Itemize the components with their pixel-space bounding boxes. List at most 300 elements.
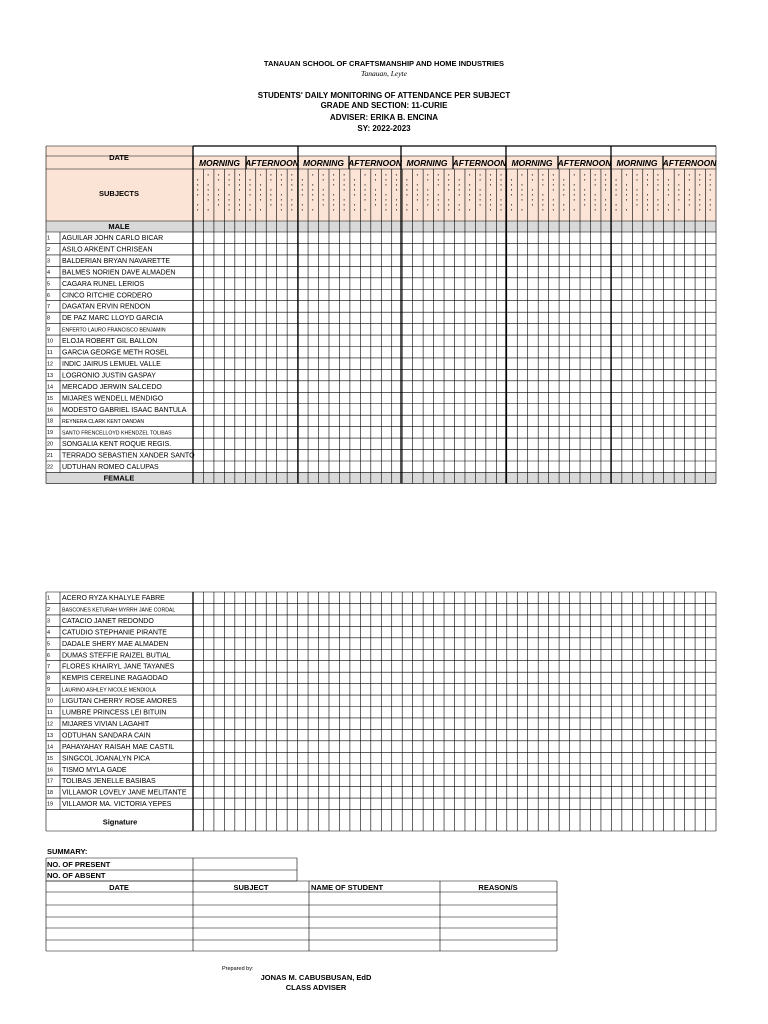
- subject-mark: [584, 189, 585, 191]
- subject-mark: [365, 194, 366, 196]
- subject-mark: [197, 194, 198, 196]
- student-name: ENFERTO LAURO FRANCISCO BENJAMIN: [62, 327, 166, 334]
- subject-mark: [354, 179, 355, 181]
- row-number: 12: [47, 361, 54, 368]
- student-name: DAGATAN ERVIN RENDON: [62, 303, 151, 311]
- subject-mark: [542, 199, 543, 201]
- subject-mark: [553, 199, 554, 201]
- row-number: 16: [47, 407, 54, 414]
- student-name: BALMES NORIEN DAVE ALMADEN: [62, 269, 176, 277]
- subject-mark: [270, 179, 271, 181]
- row-number: 12: [47, 721, 54, 728]
- subject-mark: [616, 194, 617, 196]
- subject-mark: [490, 199, 491, 201]
- student-name: FLORES KHAIRYL JANE TAYANES: [62, 663, 175, 671]
- subject-mark: [302, 209, 303, 211]
- row-number: 18: [47, 418, 54, 425]
- subject-mark: [542, 184, 543, 186]
- subject-mark: [218, 204, 219, 206]
- school-name: TANAUAN SCHOOL OF CRAFTSMANSHIP AND HOME INDUSTRIES: [263, 59, 505, 68]
- subject-mark: [438, 174, 439, 176]
- subject-mark: [229, 174, 230, 176]
- subject-mark: [657, 174, 658, 176]
- subject-mark: [218, 174, 219, 176]
- subject-mark: [532, 204, 533, 206]
- row-number: 10: [47, 338, 54, 345]
- student-name: CATUDIO STEPHANIE PIRANTE: [62, 629, 167, 637]
- subject-mark: [501, 174, 502, 176]
- subject-mark: [647, 194, 648, 196]
- subject-mark: [417, 194, 418, 196]
- row-number: 8: [47, 315, 51, 322]
- subject-mark: [480, 189, 481, 191]
- subject-mark: [668, 204, 669, 206]
- row-number: 6: [47, 652, 51, 659]
- subject-mark: [365, 184, 366, 186]
- student-name: TOLIBAS JENELLE BASIBAS: [62, 778, 156, 786]
- subject-mark: [647, 179, 648, 181]
- subject-mark: [270, 204, 271, 206]
- session-label: AFTERNOON: [348, 158, 402, 168]
- student-name: BASCONES KETURAH MYRRH JANE CORDAL: [62, 607, 176, 614]
- subject-mark: [647, 204, 648, 206]
- subject-mark: [584, 179, 585, 181]
- subject-mark: [532, 179, 533, 181]
- row-number: 21: [47, 453, 54, 460]
- subject-mark: [584, 204, 585, 206]
- row-number: 1: [47, 235, 51, 242]
- subject-mark: [438, 194, 439, 196]
- subject-mark: [218, 194, 219, 196]
- subject-mark: [365, 174, 366, 176]
- subject-mark: [281, 184, 282, 186]
- subject-mark: [647, 199, 648, 201]
- subject-mark: [490, 174, 491, 176]
- subject-mark: [344, 189, 345, 191]
- subject-mark: [270, 194, 271, 196]
- subject-mark: [511, 179, 512, 181]
- row-number: 6: [47, 292, 51, 299]
- student-name: CAGARA RUNEL LERIOS: [62, 280, 145, 288]
- student-name: CINCO RITCHIE CORDERO: [62, 292, 153, 300]
- subject-mark: [563, 189, 564, 191]
- subject-mark: [229, 184, 230, 186]
- subject-mark: [657, 204, 658, 206]
- subject-mark: [208, 209, 209, 211]
- row-number: 9: [47, 687, 51, 694]
- subject-mark: [406, 189, 407, 191]
- subject-mark: [678, 209, 679, 211]
- subject-mark: [396, 184, 397, 186]
- student-name: INDIC JAIRUS LEMUEL VALLE: [62, 360, 161, 368]
- summary-column-header: SUBJECT: [233, 883, 269, 892]
- subject-mark: [375, 194, 376, 196]
- subject-mark: [501, 204, 502, 206]
- subject-mark: [260, 194, 261, 196]
- student-name: DE PAZ MARC LLOYD GARCIA: [62, 315, 164, 323]
- row-number: 20: [47, 441, 54, 448]
- subject-mark: [699, 204, 700, 206]
- subject-mark: [260, 184, 261, 186]
- subject-mark: [584, 199, 585, 201]
- subject-mark: [501, 189, 502, 191]
- subject-mark: [574, 194, 575, 196]
- subject-mark: [396, 209, 397, 211]
- subject-mark: [333, 174, 334, 176]
- student-name: ELOJA ROBERT GIL BALLON: [62, 338, 158, 346]
- subject-mark: [281, 204, 282, 206]
- subject-mark: [312, 184, 313, 186]
- subject-mark: [657, 209, 658, 211]
- subject-mark: [668, 179, 669, 181]
- subject-mark: [270, 189, 271, 191]
- subject-mark: [511, 184, 512, 186]
- subject-mark: [501, 179, 502, 181]
- subject-mark: [657, 179, 658, 181]
- subject-mark: [438, 204, 439, 206]
- subject-mark: [333, 204, 334, 206]
- row-number: 5: [47, 281, 51, 288]
- session-label: AFTERNOON: [245, 158, 299, 168]
- subject-mark: [532, 189, 533, 191]
- subject-mark: [605, 174, 606, 176]
- row-number: 7: [47, 304, 51, 311]
- subject-mark: [678, 174, 679, 176]
- row-number: 18: [47, 790, 54, 797]
- subject-mark: [511, 194, 512, 196]
- row-number: 17: [47, 778, 54, 785]
- subject-mark: [626, 209, 627, 211]
- subject-mark: [333, 199, 334, 201]
- row-number: 16: [47, 767, 54, 774]
- subject-mark: [386, 179, 387, 181]
- subject-mark: [469, 194, 470, 196]
- row-number: 4: [47, 629, 51, 636]
- subject-mark: [197, 189, 198, 191]
- subject-mark: [302, 194, 303, 196]
- subject-mark: [553, 174, 554, 176]
- subject-mark: [208, 194, 209, 196]
- document-title: STUDENTS' DAILY MONITORING OF ATTENDANCE PER SUBJECT: [257, 91, 511, 100]
- subject-mark: [291, 209, 292, 211]
- subject-mark: [574, 184, 575, 186]
- subject-mark: [647, 174, 648, 176]
- subject-mark: [689, 199, 690, 201]
- subject-mark: [208, 199, 209, 201]
- subject-mark: [459, 194, 460, 196]
- subject-mark: [501, 209, 502, 211]
- subject-mark: [218, 199, 219, 201]
- subject-mark: [239, 199, 240, 201]
- subject-mark: [365, 199, 366, 201]
- subject-mark: [354, 194, 355, 196]
- student-name: CATACIO JANET REDONDO: [62, 617, 154, 625]
- subject-mark: [490, 209, 491, 211]
- subject-mark: [668, 184, 669, 186]
- subject-mark: [459, 204, 460, 206]
- subject-mark: [699, 209, 700, 211]
- subject-mark: [521, 184, 522, 186]
- subject-mark: [605, 184, 606, 186]
- student-name: LAURINO ASHLEY NICOLE MENDIOLA: [62, 687, 156, 694]
- subject-mark: [197, 179, 198, 181]
- subject-mark: [710, 174, 711, 176]
- subject-mark: [323, 199, 324, 201]
- row-number: 8: [47, 675, 51, 682]
- subject-mark: [469, 199, 470, 201]
- subject-mark: [480, 204, 481, 206]
- subject-mark: [574, 199, 575, 201]
- present-label: NO. OF PRESENT: [47, 860, 111, 869]
- subject-mark: [208, 184, 209, 186]
- subject-mark: [553, 209, 554, 211]
- subject-mark: [406, 204, 407, 206]
- subject-mark: [710, 184, 711, 186]
- subject-mark: [678, 194, 679, 196]
- subject-mark: [448, 174, 449, 176]
- subject-mark: [595, 184, 596, 186]
- subject-mark: [427, 204, 428, 206]
- subject-mark: [584, 174, 585, 176]
- grade-section: GRADE AND SECTION: 11-CURIE: [320, 101, 448, 110]
- row-number: 4: [47, 269, 51, 276]
- subject-mark: [229, 204, 230, 206]
- subject-mark: [459, 179, 460, 181]
- student-name: SINGCOL JOANALYN PICA: [62, 755, 150, 763]
- subject-mark: [260, 189, 261, 191]
- subject-mark: [710, 189, 711, 191]
- subject-mark: [260, 174, 261, 176]
- subject-mark: [344, 209, 345, 211]
- row-number: 5: [47, 641, 51, 648]
- subject-mark: [312, 194, 313, 196]
- subject-mark: [480, 199, 481, 201]
- subject-mark: [344, 174, 345, 176]
- subject-mark: [250, 184, 251, 186]
- student-name: UDTUHAN ROMEO CALUPAS: [62, 464, 159, 471]
- subject-mark: [386, 184, 387, 186]
- subject-mark: [459, 189, 460, 191]
- row-number: 13: [47, 732, 54, 739]
- subject-mark: [595, 199, 596, 201]
- subject-mark: [239, 179, 240, 181]
- student-name: LIGUTAN CHERRY ROSE AMORES: [62, 698, 177, 706]
- student-name: VILLAMOR LOVELY JANE MELITANTE: [62, 789, 187, 797]
- adviser: ADVISER: ERIKA B. ENCINA: [329, 113, 439, 122]
- subject-mark: [323, 189, 324, 191]
- student-name: MIJARES WENDELL MENDIGO: [62, 395, 164, 403]
- subject-mark: [563, 204, 564, 206]
- subject-mark: [302, 189, 303, 191]
- subject-mark: [438, 179, 439, 181]
- subject-mark: [333, 209, 334, 211]
- subject-mark: [312, 199, 313, 201]
- subject-mark: [291, 199, 292, 201]
- subject-mark: [616, 209, 617, 211]
- session-label: AFTERNOON: [662, 158, 717, 168]
- subject-mark: [710, 179, 711, 181]
- subject-mark: [563, 209, 564, 211]
- subject-mark: [386, 199, 387, 201]
- student-name: LOGRONIO JUSTIN GASPAY: [62, 372, 156, 380]
- student-name: GARCIA GEORGE METH ROSEL: [62, 349, 169, 357]
- subject-mark: [637, 174, 638, 176]
- subject-mark: [637, 194, 638, 196]
- absent-label: NO. OF ABSENT: [47, 871, 106, 880]
- subject-mark: [595, 209, 596, 211]
- row-number: 11: [47, 710, 53, 716]
- subject-mark: [637, 179, 638, 181]
- subject-mark: [647, 209, 648, 211]
- row-number: 9: [47, 327, 51, 334]
- session-label: MORNING: [406, 158, 448, 168]
- subject-mark: [563, 194, 564, 196]
- row-number: 22: [47, 464, 54, 471]
- subject-mark: [563, 184, 564, 186]
- subject-mark: [448, 184, 449, 186]
- subject-mark: [250, 204, 251, 206]
- subject-mark: [354, 184, 355, 186]
- student-name: MODESTO GABRIEL ISAAC BANTULA: [62, 406, 187, 414]
- subject-mark: [396, 174, 397, 176]
- subject-mark: [333, 184, 334, 186]
- subjects-label: SUBJECTS: [98, 189, 140, 198]
- subject-mark: [239, 189, 240, 191]
- subject-mark: [574, 209, 575, 211]
- subject-mark: [406, 209, 407, 211]
- subject-mark: [386, 209, 387, 211]
- subject-mark: [250, 189, 251, 191]
- subject-mark: [270, 174, 271, 176]
- student-name: SANTO FRENCELLOYD KHENDZEL TOLIBAS: [62, 430, 172, 437]
- row-number: 13: [47, 372, 54, 379]
- subject-mark: [281, 194, 282, 196]
- student-name: VILLAMOR MA. VICTORIA YEPES: [62, 801, 172, 809]
- subject-mark: [605, 209, 606, 211]
- subject-mark: [605, 179, 606, 181]
- male-label: MALE: [108, 222, 130, 231]
- subject-mark: [344, 179, 345, 181]
- subject-mark: [469, 184, 470, 186]
- subject-mark: [689, 194, 690, 196]
- subject-mark: [699, 184, 700, 186]
- subject-mark: [616, 189, 617, 191]
- subject-mark: [281, 174, 282, 176]
- subject-mark: [354, 204, 355, 206]
- student-name: AGUILAR JOHN CARLO BICAR: [62, 235, 164, 242]
- subject-mark: [375, 204, 376, 206]
- subject-mark: [637, 189, 638, 191]
- student-name: BALDERIAN BRYAN NAVARETTE: [62, 257, 171, 265]
- session-label: MORNING: [198, 158, 241, 168]
- subject-mark: [344, 199, 345, 201]
- subject-mark: [668, 209, 669, 211]
- subject-mark: [678, 189, 679, 191]
- school-year: SY: 2022-2023: [357, 124, 411, 133]
- subject-mark: [386, 194, 387, 196]
- student-name: KEMPIS CERELINE RAGAODAO: [62, 675, 168, 683]
- subject-mark: [542, 174, 543, 176]
- subject-mark: [490, 184, 491, 186]
- subject-mark: [626, 199, 627, 201]
- session-label: AFTERNOON: [452, 158, 507, 168]
- date-label: DATE: [109, 153, 129, 162]
- subject-mark: [710, 199, 711, 201]
- subject-mark: [375, 189, 376, 191]
- subject-mark: [396, 179, 397, 181]
- subject-mark: [197, 209, 198, 211]
- subject-mark: [699, 179, 700, 181]
- student-name: DADALE SHERY MAE ALMADEN: [62, 640, 169, 648]
- subject-mark: [333, 194, 334, 196]
- subject-mark: [229, 179, 230, 181]
- row-number: 3: [47, 618, 51, 625]
- session-label: MORNING: [616, 158, 658, 168]
- subject-mark: [542, 179, 543, 181]
- student-name: ODTUHAN SANDARA CAIN: [62, 732, 151, 740]
- subject-mark: [626, 189, 627, 191]
- subject-mark: [239, 184, 240, 186]
- subject-mark: [501, 199, 502, 201]
- subject-mark: [710, 204, 711, 206]
- subject-mark: [354, 209, 355, 211]
- row-number: 3: [47, 258, 51, 265]
- subject-mark: [626, 194, 627, 196]
- subject-mark: [668, 194, 669, 196]
- session-label: MORNING: [302, 158, 345, 168]
- subject-mark: [208, 174, 209, 176]
- subject-mark: [438, 184, 439, 186]
- subject-mark: [375, 179, 376, 181]
- subject-mark: [553, 189, 554, 191]
- row-number: 14: [47, 384, 54, 391]
- school-location: Tanauan, Leyte: [361, 69, 407, 78]
- subject-mark: [689, 204, 690, 206]
- subject-mark: [459, 184, 460, 186]
- subject-mark: [469, 209, 470, 211]
- subject-mark: [626, 184, 627, 186]
- subject-mark: [427, 179, 428, 181]
- subject-mark: [365, 189, 366, 191]
- subject-mark: [427, 194, 428, 196]
- subject-mark: [480, 179, 481, 181]
- row-number: 7: [47, 664, 51, 671]
- subject-mark: [490, 204, 491, 206]
- subject-mark: [354, 189, 355, 191]
- subject-mark: [616, 179, 617, 181]
- student-name: REYNERA CLARK KENT DANDAN: [62, 419, 145, 426]
- subject-mark: [406, 194, 407, 196]
- subject-mark: [626, 174, 627, 176]
- student-name: SONGALIA KENT ROQUE REGIS.: [62, 441, 172, 449]
- subject-mark: [553, 184, 554, 186]
- row-number: 15: [47, 755, 54, 762]
- subject-mark: [448, 189, 449, 191]
- subject-mark: [542, 204, 543, 206]
- prepared-by-label: Prepared by:: [222, 966, 254, 972]
- subject-mark: [333, 179, 334, 181]
- subject-mark: [678, 199, 679, 201]
- subject-mark: [699, 194, 700, 196]
- row-number: 10: [47, 698, 54, 705]
- summary-label: SUMMARY:: [47, 847, 88, 856]
- subject-mark: [637, 204, 638, 206]
- subject-mark: [197, 204, 198, 206]
- subject-mark: [396, 189, 397, 191]
- subject-mark: [386, 174, 387, 176]
- subject-mark: [281, 199, 282, 201]
- subject-mark: [438, 209, 439, 211]
